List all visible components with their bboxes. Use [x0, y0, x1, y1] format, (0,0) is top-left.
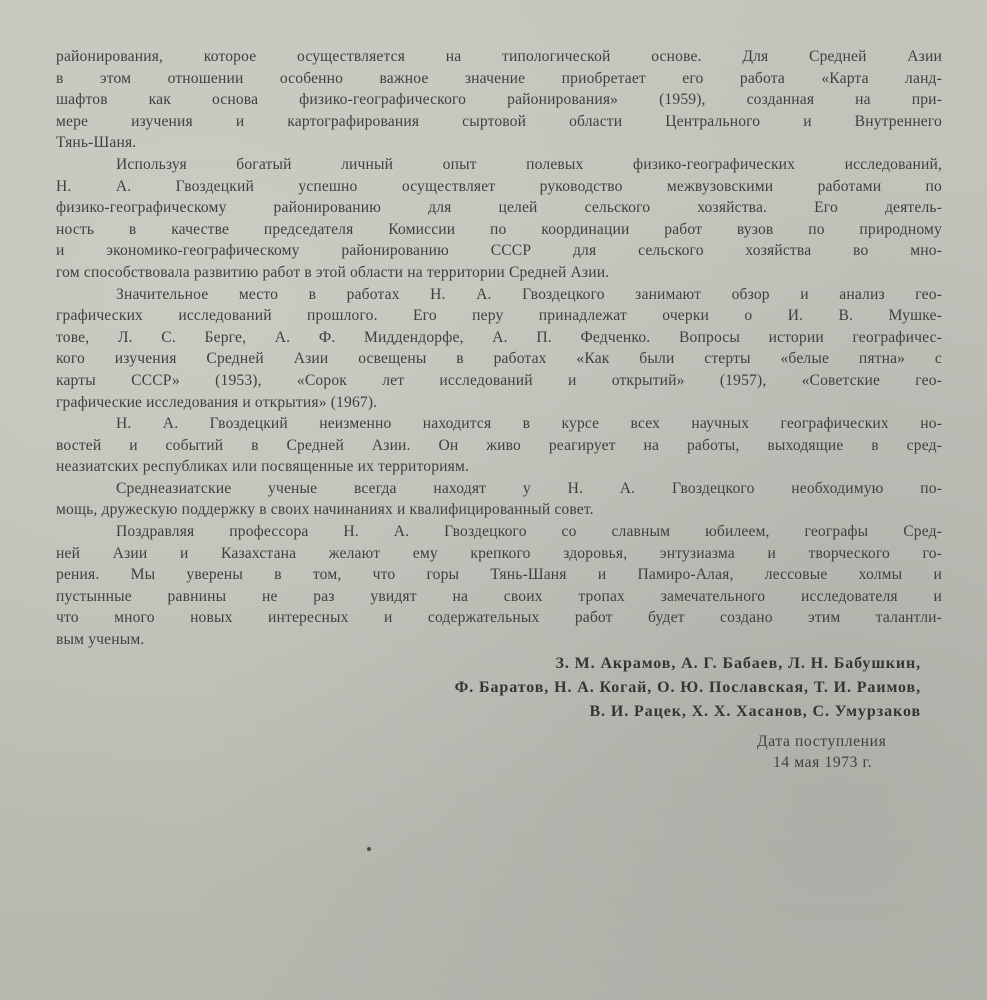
text-line: гом способствовала развитию работ в этой области на территории Средней Азии. [56, 263, 610, 281]
signature-line: В. И. Рацек, Х. Х. Хасанов, С. Умурзаков [589, 703, 921, 720]
text-line: шафтов как основа физико-географического районирования» (1959), созданная на при- [56, 91, 942, 109]
paragraph [56, 478, 942, 521]
text-line: Тянь-Шаня. [56, 134, 137, 152]
ink-speck [367, 847, 371, 851]
signature-line: Ф. Баратов, Н. А. Когай, О. Ю. Пославская, Т. И. Раимов, [454, 679, 921, 696]
text-line: востей и событий в Средней Азии. Он живо реагирует на работы, выходящие в сред- [56, 436, 942, 454]
text-line: что много новых интересных и содержательных работ будет создано этим талантли- [56, 609, 942, 627]
received-date-block [757, 731, 886, 773]
paragraph [56, 46, 942, 154]
text-line: ность в качестве председателя Комиссии по координации работ вузов по природному [56, 220, 942, 238]
text-line: вым ученым. [56, 631, 145, 649]
text-line: рения. Мы уверены в том, что горы Тянь-Шаня и Памиро-Алая, лессовые холмы и [56, 566, 942, 584]
text-line: неазиатских республиках или посвященные их территориям. [56, 458, 470, 476]
text-line: графических исследований прошлого. Его перу принадлежат очерки о И. В. Мушке- [56, 307, 942, 325]
text-line: ней Азии и Казахстана желают ему крепкого здоровья, энтузиазма и творческого го- [56, 544, 942, 562]
text-line: мощь, дружескую поддержку в своих начинаниях и квалифицированный совет. [56, 501, 594, 519]
paragraph [56, 413, 942, 478]
paragraph [56, 521, 942, 651]
text-line: Используя богатый личный опыт полевых физико-географических исследований, [116, 155, 942, 173]
text-line: кого изучения Средней Азии освещены в работах «Как были стерты «белые пятна» с [56, 350, 942, 368]
text-line: Среднеазиатские ученые всегда находят у Н. А. Гвоздецкого необходимую по- [116, 479, 942, 497]
signature-line: З. М. Акрамов, А. Г. Бабаев, Л. Н. Бабушкин, [555, 655, 921, 672]
received-date: 14 мая 1973 г. [773, 754, 873, 771]
paragraph [56, 284, 942, 414]
text-line: тове, Л. С. Берге, А. Ф. Миддендорфе, А. П. Федченко. Вопросы истории географичес- [56, 328, 942, 346]
text-line: графические исследования и открытия» (1967). [56, 393, 378, 411]
text-line: карты СССР» (1953), «Сорок лет исследований и открытий» (1957), «Советские гео- [56, 371, 942, 389]
text-line: пустынные равнины не раз увидят на своих тропах замечательного исследователя и [56, 587, 942, 605]
body-text [56, 46, 942, 651]
text-line: и экономико-географическому районированию СССР для сельского хозяйства во мно- [56, 242, 942, 260]
text-line: Значительное место в работах Н. А. Гвоздецкого занимают обзор и анализ гео- [116, 285, 942, 303]
signatures-block [455, 652, 921, 724]
paragraph [56, 154, 942, 284]
text-line: в этом отношении особенно важное значение приобретает его работа «Карта ланд- [56, 69, 942, 87]
text-line: Н. А. Гвоздецкий успешно осуществляет руководство межвузовскими работами по [56, 177, 942, 195]
text-line: физико-географическому районированию для целей сельского хозяйства. Его деятель- [56, 199, 942, 217]
text-line: районирования, которое осуществляется на типологической основе. Для Средней Азии [56, 48, 942, 65]
text-line: Поздравляя профессора Н. А. Гвоздецкого со славным юбилеем, географы Сред- [116, 523, 942, 541]
received-label: Дата поступления [757, 733, 887, 750]
text-line: Н. А. Гвоздецкий неизменно находится в курсе всех научных географических но- [116, 415, 942, 433]
text-line: мере изучения и картографирования сыртовой области Центрального и Внутреннего [56, 112, 942, 130]
